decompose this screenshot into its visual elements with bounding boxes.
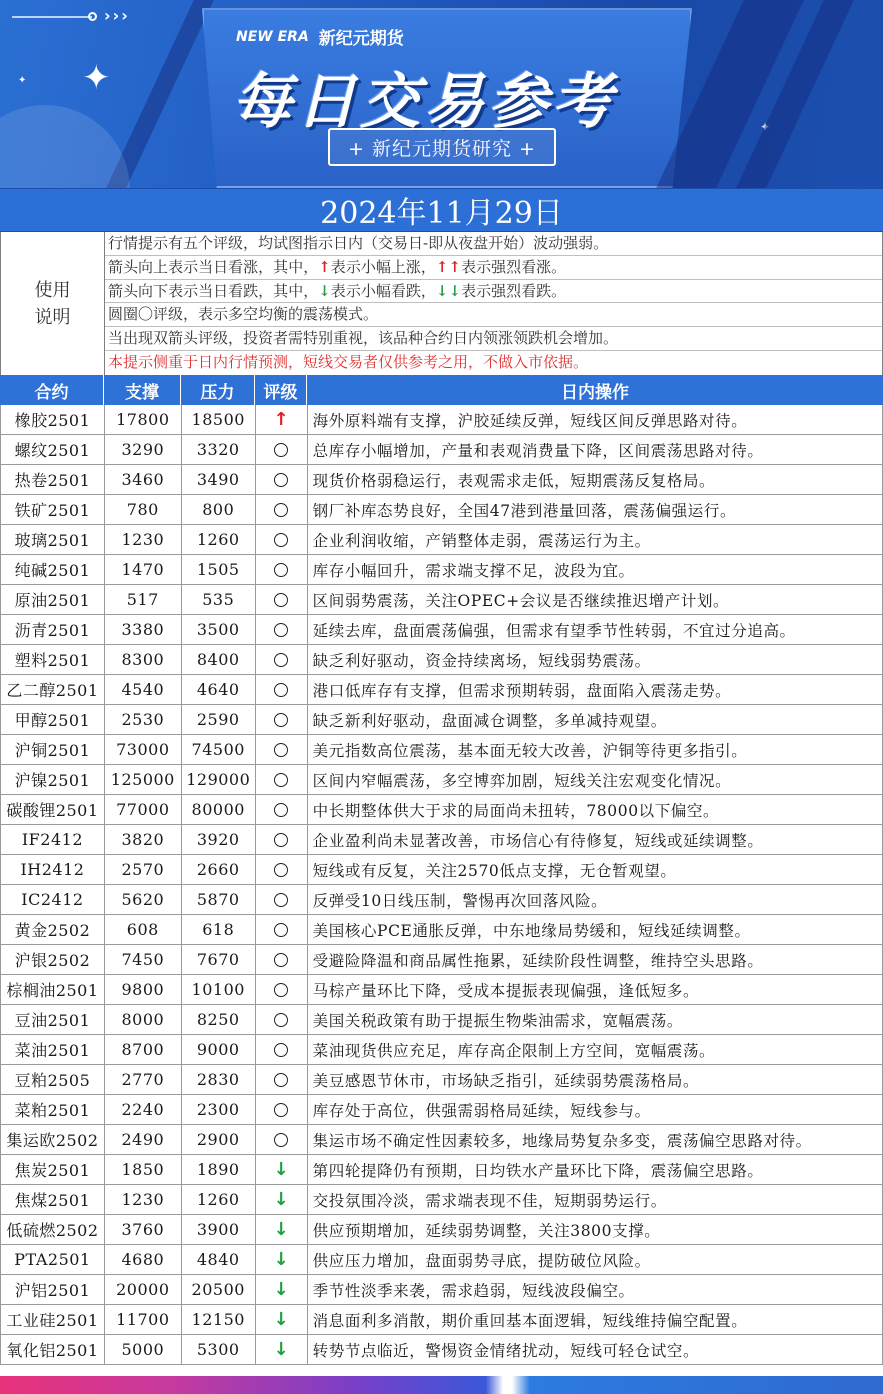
neutral-circle-icon bbox=[274, 623, 288, 637]
arrow-down-icon: ↓ bbox=[273, 1159, 289, 1180]
sparkle-icon: ✦ bbox=[18, 75, 27, 86]
neutral-circle-icon bbox=[274, 923, 288, 937]
operation-cell: 企业盈利尚未显著改善，市场信心有待修复，短线或延续调整。 bbox=[308, 825, 883, 854]
contract-cell: 沪铜2501 bbox=[1, 735, 105, 764]
support-cell: 780 bbox=[105, 495, 182, 524]
page-title: 每日交易参考 bbox=[232, 67, 616, 137]
resistance-cell: 2590 bbox=[182, 705, 256, 734]
rating-cell bbox=[256, 435, 308, 464]
neutral-circle-icon bbox=[274, 593, 288, 607]
operation-cell: 区间弱势震荡，关注OPEC+会议是否继续推迟增产计划。 bbox=[308, 585, 883, 614]
table-row bbox=[0, 1005, 883, 1035]
rating-cell bbox=[256, 795, 308, 824]
table-row bbox=[0, 615, 883, 645]
arrow-down-icon: ↓ bbox=[448, 281, 462, 300]
contract-cell: 焦炭2501 bbox=[1, 1155, 105, 1184]
support-cell: 2530 bbox=[105, 705, 182, 734]
resistance-cell: 7670 bbox=[182, 945, 256, 974]
support-cell: 3290 bbox=[105, 435, 182, 464]
neutral-circle-icon bbox=[274, 893, 288, 907]
resistance-cell: 2900 bbox=[182, 1125, 256, 1154]
resistance-cell: 3320 bbox=[182, 435, 256, 464]
resistance-cell: 3500 bbox=[182, 615, 256, 644]
usage-notes bbox=[0, 232, 883, 375]
resistance-cell: 9000 bbox=[182, 1035, 256, 1064]
contract-cell: 低硫燃2502 bbox=[1, 1215, 105, 1244]
neutral-circle-icon bbox=[274, 1103, 288, 1117]
column-header-contract: 合约 bbox=[0, 375, 104, 405]
operation-cell: 短线或有反复，关注2570低点支撑，无仓暂观望。 bbox=[308, 855, 883, 884]
neutral-circle-icon bbox=[274, 713, 288, 727]
usage-line: 当出现双箭头评级，投资者需特别重视，该品种合约日内领涨领跌机会增加。 bbox=[105, 327, 882, 351]
neutral-circle-icon bbox=[274, 833, 288, 847]
contract-cell: 氧化铝2501 bbox=[1, 1335, 105, 1364]
table-row bbox=[0, 1275, 883, 1305]
usage-line: 圆圈〇评级，表示多空均衡的震荡模式。 bbox=[105, 303, 882, 327]
table-row bbox=[0, 585, 883, 615]
company-logo: NEW ERA bbox=[236, 28, 309, 45]
operation-cell: 企业利润收缩，产销整体走弱，震荡运行为主。 bbox=[308, 525, 883, 554]
rating-cell bbox=[256, 1335, 308, 1364]
brand-name: 新纪元期货 bbox=[318, 29, 404, 49]
contract-cell: 沪镍2501 bbox=[1, 765, 105, 794]
banner-line-decoration bbox=[12, 16, 92, 18]
contract-cell: 黄金2502 bbox=[1, 915, 105, 944]
operation-cell: 美豆感恩节休市，市场缺乏指引，延续弱势震荡格局。 bbox=[308, 1065, 883, 1094]
resistance-cell: 3900 bbox=[182, 1215, 256, 1244]
table-row bbox=[0, 1035, 883, 1065]
support-cell: 17800 bbox=[105, 405, 182, 434]
arrow-up-icon: ↑ bbox=[318, 257, 331, 276]
contract-cell: IF2412 bbox=[1, 825, 105, 854]
usage-line: 箭头向下表示当日看跌，其中，↓表示小幅看跌，↓↓表示强烈看跌。 bbox=[105, 280, 882, 304]
table-row bbox=[0, 1305, 883, 1335]
support-cell: 8300 bbox=[105, 645, 182, 674]
resistance-cell: 5870 bbox=[182, 885, 256, 914]
operation-cell: 美国核心PCE通胀反弹，中东地缘局势缓和，短线延续调整。 bbox=[308, 915, 883, 944]
contract-cell: 纯碱2501 bbox=[1, 555, 105, 584]
support-cell: 77000 bbox=[105, 795, 182, 824]
support-cell: 1470 bbox=[105, 555, 182, 584]
operation-cell: 交投氛围冷淡，需求端表现不佳，短期弱势运行。 bbox=[308, 1185, 883, 1214]
contract-cell: 乙二醇2501 bbox=[1, 675, 105, 704]
table-row bbox=[0, 525, 883, 555]
table-row bbox=[0, 705, 883, 735]
rating-cell bbox=[256, 675, 308, 704]
rating-cell bbox=[256, 465, 308, 494]
support-cell: 2770 bbox=[105, 1065, 182, 1094]
arrow-down-icon: ↓ bbox=[273, 1249, 289, 1270]
resistance-cell: 1260 bbox=[182, 525, 256, 554]
table-row bbox=[0, 435, 883, 465]
banner-arrows-decoration: ››› bbox=[104, 6, 130, 25]
rating-cell bbox=[256, 945, 308, 974]
table-row bbox=[0, 945, 883, 975]
operation-cell: 海外原料端有支撑，沪胶延续反弹，短线区间反弹思路对待。 bbox=[308, 405, 883, 434]
operation-cell: 季节性淡季来袭，需求趋弱，短线波段偏空。 bbox=[308, 1275, 883, 1304]
neutral-circle-icon bbox=[274, 533, 288, 547]
support-cell: 1230 bbox=[105, 525, 182, 554]
usage-label-line: 说明 bbox=[34, 306, 71, 328]
neutral-circle-icon bbox=[274, 743, 288, 757]
table-header bbox=[0, 375, 883, 405]
table-row bbox=[0, 915, 883, 945]
rating-cell bbox=[256, 495, 308, 524]
report-date: 2024年11月29日 bbox=[0, 188, 883, 232]
rating-cell bbox=[256, 975, 308, 1004]
neutral-circle-icon bbox=[274, 983, 288, 997]
arrow-down-icon: ↓ bbox=[273, 1279, 289, 1300]
table-row bbox=[0, 675, 883, 705]
support-cell: 1850 bbox=[105, 1155, 182, 1184]
operation-cell: 钢厂补库态势良好，全国47港到港量回落，震荡偏强运行。 bbox=[308, 495, 883, 524]
operation-cell: 消息面利多消散，期价重回基本面逻辑，短线维持偏空配置。 bbox=[308, 1305, 883, 1334]
contract-cell: IC2412 bbox=[1, 885, 105, 914]
rating-cell bbox=[256, 765, 308, 794]
operation-cell: 受避险降温和商品属性拖累，延续阶段性调整，维持空头思路。 bbox=[308, 945, 883, 974]
contract-cell: 塑料2501 bbox=[1, 645, 105, 674]
neutral-circle-icon bbox=[274, 683, 288, 697]
rating-cell bbox=[256, 885, 308, 914]
table-row bbox=[0, 885, 883, 915]
operation-cell: 总库存小幅增加，产量和表观消费量下降，区间震荡思路对待。 bbox=[308, 435, 883, 464]
rating-cell bbox=[256, 1155, 308, 1184]
operation-cell: 供应预期增加，延续弱势调整，关注3800支撑。 bbox=[308, 1215, 883, 1244]
usage-lines bbox=[105, 232, 882, 375]
resistance-cell: 80000 bbox=[182, 795, 256, 824]
contract-cell: 玻璃2501 bbox=[1, 525, 105, 554]
operation-cell: 马棕产量环比下降，受成本提振表现偏强，逢低短多。 bbox=[308, 975, 883, 1004]
contract-cell: 豆粕2505 bbox=[1, 1065, 105, 1094]
rating-cell bbox=[256, 1035, 308, 1064]
neutral-circle-icon bbox=[274, 863, 288, 877]
rating-cell bbox=[256, 1305, 308, 1334]
rating-cell bbox=[256, 1215, 308, 1244]
support-cell: 3820 bbox=[105, 825, 182, 854]
support-cell: 608 bbox=[105, 915, 182, 944]
resistance-cell: 1505 bbox=[182, 555, 256, 584]
rating-cell bbox=[256, 645, 308, 674]
rating-cell bbox=[256, 735, 308, 764]
table-row bbox=[0, 735, 883, 765]
rating-cell bbox=[256, 855, 308, 884]
usage-label-line: 使用 bbox=[34, 279, 71, 301]
resistance-cell: 800 bbox=[182, 495, 256, 524]
support-cell: 3460 bbox=[105, 465, 182, 494]
resistance-cell: 8400 bbox=[182, 645, 256, 674]
neutral-circle-icon bbox=[274, 803, 288, 817]
rating-cell bbox=[256, 585, 308, 614]
contract-cell: 橡胶2501 bbox=[1, 405, 105, 434]
arrow-up-icon: ↑ bbox=[448, 257, 462, 276]
operation-cell: 缺乏新利好驱动，盘面减仓调整，多单减持观望。 bbox=[308, 705, 883, 734]
contract-cell: 沪铝2501 bbox=[1, 1275, 105, 1304]
resistance-cell: 1260 bbox=[182, 1185, 256, 1214]
neutral-circle-icon bbox=[274, 563, 288, 577]
table-row bbox=[0, 465, 883, 495]
resistance-cell: 129000 bbox=[182, 765, 256, 794]
table-row bbox=[0, 765, 883, 795]
table-row bbox=[0, 1245, 883, 1275]
rating-cell bbox=[256, 1185, 308, 1214]
contract-cell: IH2412 bbox=[1, 855, 105, 884]
operation-cell: 美元指数高位震荡，基本面无较大改善，沪铜等待更多指引。 bbox=[308, 735, 883, 764]
support-cell: 4540 bbox=[105, 675, 182, 704]
resistance-cell: 12150 bbox=[182, 1305, 256, 1334]
support-cell: 8700 bbox=[105, 1035, 182, 1064]
disclaimer-line: 本提示侧重于日内行情预测，短线交易者仅供参考之用，不做入市依据。 bbox=[108, 352, 589, 371]
operation-cell: 转势节点临近，警惕资金情绪扰动，短线可轻仓试空。 bbox=[308, 1335, 883, 1364]
arrow-up-icon: ↑ bbox=[273, 409, 289, 430]
support-cell: 3760 bbox=[105, 1215, 182, 1244]
operation-cell: 库存处于高位，供强需弱格局延续，短线参与。 bbox=[308, 1095, 883, 1124]
resistance-cell: 2660 bbox=[182, 855, 256, 884]
resistance-cell: 8250 bbox=[182, 1005, 256, 1034]
resistance-cell: 74500 bbox=[182, 735, 256, 764]
banner-dot-decoration bbox=[88, 12, 97, 21]
usage-label bbox=[1, 232, 105, 375]
resistance-cell: 4640 bbox=[182, 675, 256, 704]
rating-cell bbox=[256, 615, 308, 644]
contract-cell: 碳酸锂2501 bbox=[1, 795, 105, 824]
table-row bbox=[0, 1335, 883, 1365]
table-row bbox=[0, 555, 883, 585]
header-banner bbox=[0, 0, 883, 188]
table-row bbox=[0, 1215, 883, 1245]
column-header-support: 支撑 bbox=[104, 375, 181, 405]
contract-cell: 沥青2501 bbox=[1, 615, 105, 644]
contract-cell: 螺纹2501 bbox=[1, 435, 105, 464]
rating-cell bbox=[256, 705, 308, 734]
arrow-down-icon: ↓ bbox=[318, 281, 331, 300]
operation-cell: 缺乏利好驱动，资金持续离场，短线弱势震荡。 bbox=[308, 645, 883, 674]
rating-cell bbox=[256, 825, 308, 854]
operation-cell: 反弹受10日线压制，警惕再次回落风险。 bbox=[308, 885, 883, 914]
contract-cell: 热卷2501 bbox=[1, 465, 105, 494]
support-cell: 20000 bbox=[105, 1275, 182, 1304]
rating-cell bbox=[256, 1095, 308, 1124]
resistance-cell: 18500 bbox=[182, 405, 256, 434]
sparkle-icon: ✦ bbox=[760, 120, 771, 134]
rating-cell bbox=[256, 555, 308, 584]
neutral-circle-icon bbox=[274, 443, 288, 457]
neutral-circle-icon bbox=[274, 503, 288, 517]
contract-cell: 铁矿2501 bbox=[1, 495, 105, 524]
operation-cell: 港口低库存有支撑，但需求预期转弱，盘面陷入震荡走势。 bbox=[308, 675, 883, 704]
support-cell: 73000 bbox=[105, 735, 182, 764]
resistance-cell: 3490 bbox=[182, 465, 256, 494]
neutral-circle-icon bbox=[274, 1133, 288, 1147]
resistance-cell: 1890 bbox=[182, 1155, 256, 1184]
table-row bbox=[0, 855, 883, 885]
contract-cell: 菜粕2501 bbox=[1, 1095, 105, 1124]
neutral-circle-icon bbox=[274, 473, 288, 487]
contract-cell: PTA2501 bbox=[1, 1245, 105, 1274]
support-cell: 125000 bbox=[105, 765, 182, 794]
support-cell: 517 bbox=[105, 585, 182, 614]
rating-cell bbox=[256, 1245, 308, 1274]
footer-stripe bbox=[0, 1376, 883, 1394]
rating-cell bbox=[256, 525, 308, 554]
contract-cell: 豆油2501 bbox=[1, 1005, 105, 1034]
arrow-down-icon: ↓ bbox=[435, 281, 449, 300]
rating-cell bbox=[256, 1005, 308, 1034]
usage-line: 行情提示有五个评级，均试图指示日内（交易日-即从夜盘开始）波动强弱。 bbox=[105, 232, 882, 256]
contract-cell: 菜油2501 bbox=[1, 1035, 105, 1064]
column-header-rating: 评级 bbox=[255, 375, 307, 405]
sparkle-icon: ✦ bbox=[82, 58, 111, 98]
rating-cell bbox=[256, 405, 308, 434]
operation-cell: 中长期整体供大于求的局面尚未扭转，78000以下偏空。 bbox=[308, 795, 883, 824]
operation-cell: 供应压力增加，盘面弱势寻底，提防破位风险。 bbox=[308, 1245, 883, 1274]
page-subtitle: + 新纪元期货研究 + bbox=[328, 128, 556, 166]
arrow-down-icon: ↓ bbox=[273, 1309, 289, 1330]
brand bbox=[236, 24, 404, 49]
usage-line: 箭头向上表示当日看涨，其中，↑表示小幅上涨，↑↑表示强烈看涨。 bbox=[105, 256, 882, 280]
rating-cell bbox=[256, 915, 308, 944]
operation-cell: 现货价格弱稳运行，表观需求走低，短期震荡反复格局。 bbox=[308, 465, 883, 494]
contract-cell: 焦煤2501 bbox=[1, 1185, 105, 1214]
support-cell: 5000 bbox=[105, 1335, 182, 1364]
support-cell: 2490 bbox=[105, 1125, 182, 1154]
rating-cell bbox=[256, 1125, 308, 1154]
resistance-cell: 20500 bbox=[182, 1275, 256, 1304]
banner-circle-decoration bbox=[0, 105, 130, 188]
table-row bbox=[0, 1095, 883, 1125]
operation-cell: 区间内窄幅震荡，多空博弈加剧，短线关注宏观变化情况。 bbox=[308, 765, 883, 794]
neutral-circle-icon bbox=[274, 1013, 288, 1027]
support-cell: 11700 bbox=[105, 1305, 182, 1334]
table-row bbox=[0, 795, 883, 825]
support-cell: 8000 bbox=[105, 1005, 182, 1034]
column-header-intraday-operation: 日内操作 bbox=[561, 382, 629, 403]
contract-cell: 沪银2502 bbox=[1, 945, 105, 974]
resistance-cell: 10100 bbox=[182, 975, 256, 1004]
neutral-circle-icon bbox=[274, 653, 288, 667]
rating-cell bbox=[256, 1275, 308, 1304]
neutral-circle-icon bbox=[274, 953, 288, 967]
table-row bbox=[0, 495, 883, 525]
support-cell: 9800 bbox=[105, 975, 182, 1004]
table-row bbox=[0, 1155, 883, 1185]
contract-cell: 工业硅2501 bbox=[1, 1305, 105, 1334]
resistance-cell: 5300 bbox=[182, 1335, 256, 1364]
trading-reference-table bbox=[0, 375, 883, 1365]
resistance-cell: 4840 bbox=[182, 1245, 256, 1274]
operation-cell: 延续去库，盘面震荡偏强，但需求有望季节性转弱，不宜过分追高。 bbox=[308, 615, 883, 644]
table-row bbox=[0, 405, 883, 435]
support-cell: 3380 bbox=[105, 615, 182, 644]
operation-cell: 菜油现货供应充足，库存高企限制上方空间，宽幅震荡。 bbox=[308, 1035, 883, 1064]
support-cell: 7450 bbox=[105, 945, 182, 974]
arrow-down-icon: ↓ bbox=[273, 1189, 289, 1210]
arrow-down-icon: ↓ bbox=[273, 1339, 289, 1360]
resistance-cell: 2300 bbox=[182, 1095, 256, 1124]
operation-cell: 美国关税政策有助于提振生物柴油需求，宽幅震荡。 bbox=[308, 1005, 883, 1034]
table-row bbox=[0, 825, 883, 855]
resistance-cell: 618 bbox=[182, 915, 256, 944]
neutral-circle-icon bbox=[274, 773, 288, 787]
resistance-cell: 3920 bbox=[182, 825, 256, 854]
neutral-circle-icon bbox=[274, 1073, 288, 1087]
arrow-up-icon: ↑ bbox=[435, 257, 449, 276]
rating-cell bbox=[256, 1065, 308, 1094]
table-body bbox=[0, 405, 883, 1365]
support-cell: 2240 bbox=[105, 1095, 182, 1124]
support-cell: 4680 bbox=[105, 1245, 182, 1274]
contract-cell: 原油2501 bbox=[1, 585, 105, 614]
resistance-cell: 2830 bbox=[182, 1065, 256, 1094]
operation-cell: 库存小幅回升，需求端支撑不足，波段为宜。 bbox=[308, 555, 883, 584]
contract-cell: 集运欧2502 bbox=[1, 1125, 105, 1154]
support-cell: 5620 bbox=[105, 885, 182, 914]
column-header-resistance: 压力 bbox=[181, 375, 255, 405]
table-row bbox=[0, 975, 883, 1005]
contract-cell: 甲醇2501 bbox=[1, 705, 105, 734]
neutral-circle-icon bbox=[274, 1043, 288, 1057]
support-cell: 2570 bbox=[105, 855, 182, 884]
operation-cell: 集运市场不确定性因素较多，地缘局势复杂多变，震荡偏空思路对待。 bbox=[308, 1125, 883, 1154]
contract-cell: 棕榈油2501 bbox=[1, 975, 105, 1004]
table-row bbox=[0, 645, 883, 675]
arrow-down-icon: ↓ bbox=[273, 1219, 289, 1240]
operation-cell: 第四轮提降仍有预期，日均铁水产量环比下降，震荡偏空思路。 bbox=[308, 1155, 883, 1184]
table-row bbox=[0, 1125, 883, 1155]
table-row bbox=[0, 1185, 883, 1215]
table-row bbox=[0, 1065, 883, 1095]
support-cell: 1230 bbox=[105, 1185, 182, 1214]
resistance-cell: 535 bbox=[182, 585, 256, 614]
